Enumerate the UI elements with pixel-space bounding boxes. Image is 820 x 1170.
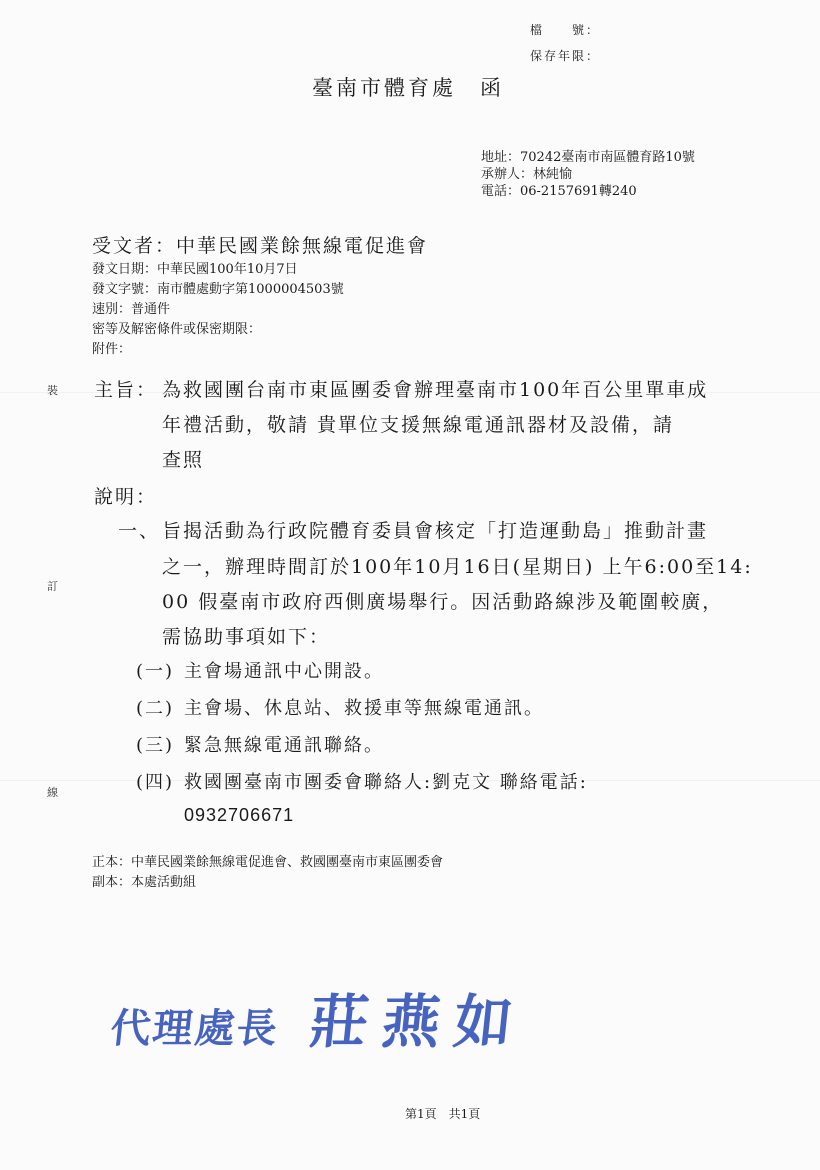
attachment-label: 附件： — [92, 342, 132, 357]
point-line: 需協助事項如下： — [162, 626, 331, 648]
point-line: 旨揭活動為行政院體育委員會核定「打造運動島」推動計畫 — [162, 520, 709, 542]
document-title: 臺南市體育處 函 — [312, 76, 504, 100]
secrecy-level: 密等及解密條件或保密期限： — [92, 322, 262, 337]
stamp-name: 莊燕如 — [306, 988, 530, 1056]
receiver: 受文者：中華民國業餘無線電促進會 — [92, 235, 429, 257]
binding-mark: 訂 — [47, 580, 58, 593]
retention-period-label: 保存年限： — [530, 49, 601, 63]
sub-item-text: 救國團臺南市團委會聯絡人:劉克文 聯絡電話: — [184, 772, 588, 793]
sub-item-number: (四) — [136, 772, 175, 793]
signature-stamp — [108, 975, 532, 1059]
sub-item-number: (一) — [136, 661, 175, 682]
sub-item-number: (二) — [136, 698, 175, 719]
contact-phone: 電話：06-2157691轉240 — [481, 184, 637, 199]
binding-mark: 裝 — [47, 384, 58, 397]
explanation-label: 說明： — [94, 486, 158, 508]
stamp-title: 代理處長 — [108, 1005, 282, 1052]
delivery-speed: 速別：普通件 — [92, 302, 171, 317]
issue-date: 發文日期：中華民國100年10月7日 — [92, 262, 298, 277]
contact-phone-number: 0932706671 — [184, 805, 295, 825]
sub-item-text: 主會場、休息站、救援車等無線電通訊。 — [184, 698, 544, 719]
file-number-label: 檔 號： — [530, 23, 601, 37]
page-number: 第1頁 共1頁 — [405, 1107, 481, 1121]
contact-handler: 承辦人：林純愉 — [481, 167, 573, 182]
cc-recipients: 副本：本處活動組 — [92, 875, 197, 890]
subject-line: 查照 — [162, 449, 205, 471]
main-recipients: 正本：中華民國業餘無線電促進會、救國團臺南市東區團委會 — [92, 855, 444, 870]
subject-line: 為救國團台南市東區團委會辦理臺南市100年百公里單車成 — [162, 379, 709, 401]
sub-item-text: 緊急無線電通訊聯絡。 — [184, 735, 384, 756]
point-line: 00 假臺南市政府西側廣場舉行。因活動路線涉及範圍較廣， — [162, 591, 724, 613]
sub-item-text: 主會場通訊中心開設。 — [184, 661, 384, 682]
binding-mark: 線 — [47, 786, 58, 799]
point-number: 一、 — [118, 520, 161, 542]
subject-line: 年禮活動，敬請 貴單位支援無線電通訊器材及設備，請 — [162, 414, 675, 436]
contact-address: 地址：70242臺南市南區體育路10號 — [481, 150, 695, 165]
sub-item-number: (三) — [136, 735, 175, 756]
document-number: 發文字號：南市體處動字第1000004503號 — [92, 282, 344, 297]
point-line: 之一，辦理時間訂於100年10月16日(星期日) 上午6:00至14: — [162, 556, 753, 578]
subject-label: 主旨： — [94, 379, 158, 401]
